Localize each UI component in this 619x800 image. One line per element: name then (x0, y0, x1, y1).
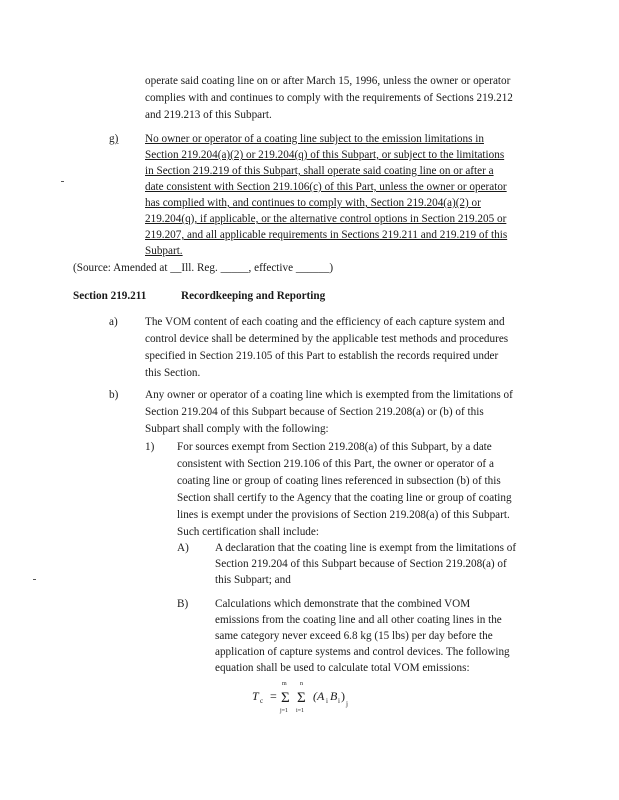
text-line: and 219.213 of this Subpart. (145, 109, 272, 121)
paragraph-label: B) (177, 598, 189, 610)
paragraph-label: A) (177, 542, 189, 554)
sum-sigma-outer: Σ (281, 690, 290, 706)
source-note: (Source: Amended at __Ill. Reg. _____, effective ______) (73, 262, 334, 274)
text-line: Calculations which demonstrate that the combined VOM (215, 598, 471, 610)
text-line: coating line or group of coating lines referenced in subsection (b) of this (177, 475, 501, 487)
equation-lhs: T (252, 689, 259, 703)
text-line: No owner or operator of a coating line subject to the emission limitations in (145, 133, 484, 145)
term-B-sub: i (338, 697, 340, 705)
sum-sigma-inner: Σ (297, 690, 306, 706)
text-line: A declaration that the coating line is exempt from the limitations of (215, 542, 517, 554)
text-line: Section shall certify to the Agency that the coating line or group of coating (177, 492, 512, 504)
text-line: same category never exceed 6.8 kg (15 lbs) per day before the (215, 630, 493, 642)
text-line: The VOM content of each coating and the efficiency of each capture system and (145, 316, 505, 328)
equation-lhs-sub: c (260, 697, 264, 705)
text-line: in Section 219.219 of this Subpart, shall operate said coating line on or after a (145, 165, 494, 177)
paragraph-label: g) (109, 133, 119, 145)
vom-equation (250, 676, 390, 716)
text-line: Subpart. (145, 245, 183, 257)
term-A-sub: i (326, 697, 328, 705)
text-line: consistent with Section 219.106 of this Part, the owner or operator of a (177, 458, 494, 470)
text-line: operate said coating line on or after March 15, 1996, unless the owner or operator (145, 75, 511, 87)
paragraph-label: 1) (145, 441, 155, 453)
text-line: control device shall be determined by the applicable test methods and procedures (145, 333, 509, 345)
paragraph-label: b) (109, 389, 119, 401)
sum-upper-n: n (300, 681, 303, 687)
text-line: Section 219.204 of this Subpart because of Section 219.208(a) or (b) of this (145, 406, 484, 418)
sum-lower-j: j=1 (280, 708, 289, 714)
term-B: B (330, 689, 338, 703)
text-line: emissions from the coating line and all other coating lines in the (215, 614, 502, 626)
equation-equals: = (270, 689, 277, 703)
text-line: Subpart shall comply with the following: (145, 423, 329, 435)
text-line: 219.207, and all applicable requirements in Sections 219.211 and 219.219 of this (145, 229, 508, 241)
text-line: this Section. (145, 367, 201, 379)
section-number: Section 219.211 (73, 290, 147, 302)
text-line: Section 219.204(a)(2) or 219.204(q) of this Subpart, or subject to the limitations (145, 149, 505, 161)
section-title: Recordkeeping and Reporting (181, 290, 326, 302)
scan-speck (61, 181, 64, 182)
text-line: complies with and continues to comply with the requirements of Sections 219.212 (145, 92, 513, 104)
text-line: Section 219.204 of this Subpart because of Section 219.208(a) of (215, 558, 507, 570)
text-line: specified in Section 219.105 of this Part to establish the records required under (145, 350, 499, 362)
text-line: application of capture systems and control devices. The following (215, 646, 510, 658)
text-line: 219.204(q), if applicable, or the alternative control options in Section 219.205 or (145, 213, 507, 225)
paragraph-label: a) (109, 316, 118, 328)
text-line: this Subpart; and (215, 574, 291, 586)
text-line: date consistent with Section 219.106(c) of this Part, unless the owner or operator (145, 181, 507, 193)
text-line: Any owner or operator of a coating line which is exempted from the limitations of (145, 389, 513, 401)
scan-speck (33, 579, 36, 580)
outer-sub-j: j (346, 700, 348, 708)
text-line: Such certification shall include: (177, 526, 319, 538)
sum-lower-i: i=1 (296, 708, 305, 714)
text-line: lines is exempt under the provisions of Section 219.208(a) of this Subpart. (177, 509, 510, 521)
term-close: ) (341, 689, 345, 703)
text-line: For sources exempt from Section 219.208(a) of this Subpart, by a date (177, 441, 492, 453)
text-line: equation shall be used to calculate total VOM emissions: (215, 662, 470, 674)
text-line: has complied with, and continues to comply with, Section 219.204(a)(2) or (145, 197, 481, 209)
term-A: (A (313, 689, 325, 703)
sum-upper-m: m (282, 681, 287, 687)
